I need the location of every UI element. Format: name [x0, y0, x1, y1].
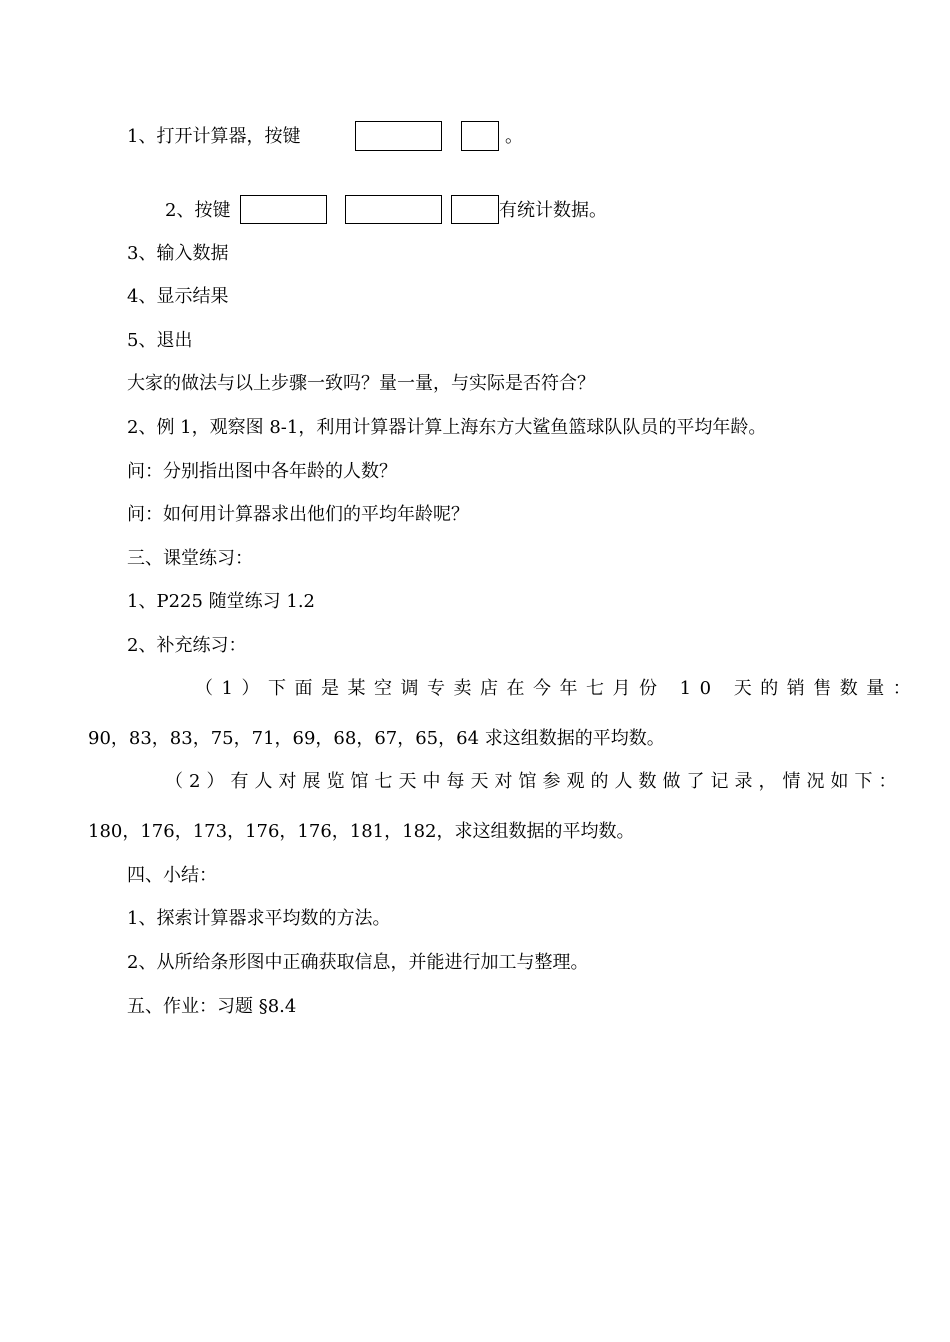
step-1-suffix: 。	[505, 126, 523, 147]
practice-item-2: 2、补充练习：	[127, 635, 247, 656]
summary-item-1: 1、探索计算器求平均数的方法。	[127, 908, 391, 929]
summary-item-2: 2、从所给条形图中正确获取信息，并能进行加工与整理。	[127, 952, 589, 973]
exercise-1-line-1: （1）下面是某空调专卖店在今年七月份 10 天的销售数量：	[195, 678, 920, 699]
step-2-suffix: 有统计数据。	[499, 200, 607, 221]
exercise-2-line-2: 180，176，173，176，176，181，182，求这组数据的平均数。	[88, 821, 635, 842]
key-box-5	[451, 195, 499, 224]
example-paragraph: 2、例 1，观察图 8-1，利用计算器计算上海东方大鲨鱼篮球队队员的平均年龄。	[127, 417, 767, 438]
step-2-prefix: 2、按键	[165, 200, 231, 221]
key-box-2	[461, 121, 499, 151]
summary-heading: 四、小结：	[127, 865, 217, 886]
key-box-1	[355, 121, 442, 151]
question-consistency: 大家的做法与以上步骤一致吗？量一量，与实际是否符合？	[127, 373, 595, 394]
step-3: 3、输入数据	[127, 243, 229, 264]
step-1-prefix: 1、打开计算器，按键	[127, 126, 301, 147]
step-4: 4、显示结果	[127, 286, 229, 307]
homework-line: 五、作业：习题 §8.4	[127, 996, 297, 1017]
practice-heading: 三、课堂练习：	[127, 548, 253, 569]
step-5: 5、退出	[127, 330, 193, 351]
key-box-3	[240, 195, 327, 224]
ask-1: 问：分别指出图中各年龄的人数？	[127, 461, 397, 482]
ask-2: 问：如何用计算器求出他们的平均年龄呢？	[127, 504, 469, 525]
exercise-1-line-2: 90，83，83，75，71，69，68，67，65，64 求这组数据的平均数。	[88, 728, 665, 749]
practice-item-1: 1、P225 随堂练习 1.2	[127, 591, 315, 612]
exercise-2-line-1: （2）有人对展览馆七天中每天对馆参观的人数做了记录，情况如下：	[165, 771, 903, 792]
key-box-4	[345, 195, 442, 224]
